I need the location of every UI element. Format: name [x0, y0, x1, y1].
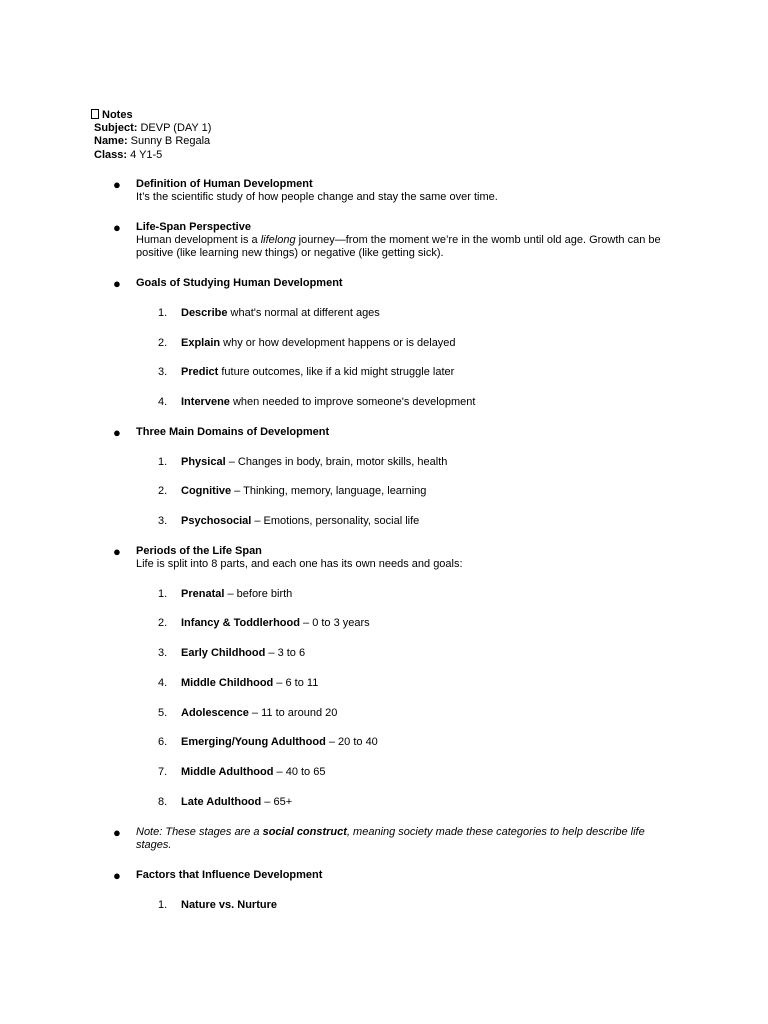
bullet: ●	[113, 544, 121, 559]
periods-text: Life is split into 8 parts, and each one has its own needs and goals:	[136, 558, 463, 570]
notes-heading: Notes	[91, 109, 133, 122]
period-number: 4.	[158, 677, 168, 689]
period-number: 1.	[158, 588, 168, 600]
bullet: ●	[113, 177, 121, 192]
period-item: Middle Childhood – 6 to 11	[181, 677, 319, 689]
period-item: Late Adulthood – 65+	[181, 796, 293, 808]
domain-item: Cognitive – Thinking, memory, language, learning	[181, 485, 427, 497]
period-item: Prenatal – before birth	[181, 588, 293, 600]
goal-item: Intervene when needed to improve someone's development	[181, 396, 476, 408]
goal-number: 4.	[158, 396, 168, 408]
class-line: Class: 4 Y1-5	[94, 149, 163, 161]
bullet: ●	[113, 276, 121, 291]
period-item: Infancy & Toddlerhood – 0 to 3 years	[181, 617, 370, 629]
bullet: ●	[113, 868, 121, 883]
goal-number: 3.	[158, 366, 168, 378]
periods-title: Periods of the Life Span	[136, 545, 262, 557]
domain-number: 3.	[158, 515, 168, 527]
period-item: Adolescence – 11 to around 20	[181, 707, 338, 719]
period-number: 7.	[158, 766, 168, 778]
goals-title: Goals of Studying Human Development	[136, 277, 343, 289]
name-line: Name: Sunny B Regala	[94, 135, 211, 147]
period-number: 6.	[158, 736, 168, 748]
period-number: 8.	[158, 796, 168, 808]
lifespan-title: Life-Span Perspective	[136, 221, 251, 233]
period-number: 3.	[158, 647, 168, 659]
bullet: ●	[113, 425, 121, 440]
goal-item: Describe what's normal at different ages	[181, 307, 380, 319]
period-number: 5.	[158, 707, 168, 719]
period-number: 2.	[158, 617, 168, 629]
goal-item: Explain why or how development happens or is delayed	[181, 337, 456, 349]
domain-number: 1.	[158, 456, 168, 468]
goal-number: 2.	[158, 337, 168, 349]
period-item: Early Childhood – 3 to 6	[181, 647, 306, 659]
domain-number: 2.	[158, 485, 168, 497]
factor-number: 1.	[158, 899, 168, 911]
factors-title: Factors that Influence Development	[136, 869, 323, 881]
goal-number: 1.	[158, 307, 168, 319]
domains-title: Three Main Domains of Development	[136, 426, 330, 438]
domain-item: Psychosocial – Emotions, personality, social life	[181, 515, 420, 527]
bullet: ●	[113, 220, 121, 235]
goal-item: Predict future outcomes, like if a kid might struggle later	[181, 366, 455, 378]
bullet: ●	[113, 825, 121, 840]
definition-title: Definition of Human Development	[136, 178, 313, 190]
subject-line: Subject: DEVP (DAY 1)	[94, 122, 212, 134]
note-text: Note: These stages are a social construct, meaning society made these categories to help describe life stages.	[136, 826, 645, 851]
missing-glyph-icon	[91, 109, 99, 119]
definition-text: It’s the scientific study of how people change and stay the same over time.	[136, 191, 498, 203]
period-item: Emerging/Young Adulthood – 20 to 40	[181, 736, 378, 748]
factor-item: Nature vs. Nurture	[181, 899, 277, 911]
lifespan-text: Human development is a lifelong journey—from the moment we’re in the womb until old age. Growth can be positive (like learning new things) or negative (like getting sick).	[136, 234, 661, 259]
domain-item: Physical – Changes in body, brain, motor skills, health	[181, 456, 448, 468]
period-item: Middle Adulthood – 40 to 65	[181, 766, 326, 778]
